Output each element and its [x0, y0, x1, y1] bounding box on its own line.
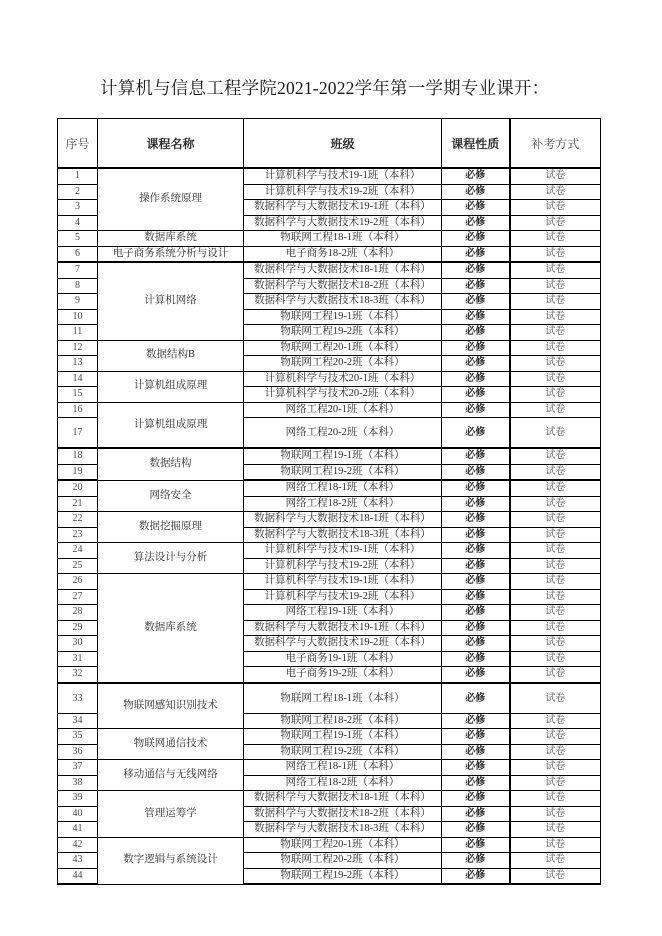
cell-course-type: 必修 [442, 744, 510, 760]
cell-makeup-method: 试卷 [510, 325, 601, 341]
cell-makeup-method: 试卷 [510, 868, 601, 884]
cell-sequence-number: 29 [58, 620, 98, 636]
cell-sequence-number: 16 [58, 402, 98, 418]
column-header-course: 课程名称 [98, 119, 244, 169]
cell-makeup-method: 试卷 [510, 822, 601, 838]
cell-makeup-method: 试卷 [510, 605, 601, 621]
cell-course-name: 数据库系统 [98, 231, 244, 247]
table-row [58, 246, 601, 262]
cell-course-name: 计算机组成原理 [98, 371, 244, 402]
cell-course-type: 必修 [442, 480, 510, 496]
cell-makeup-method: 试卷 [510, 837, 601, 853]
cell-makeup-method: 试卷 [510, 775, 601, 791]
cell-course-name: 数据结构 [98, 448, 244, 480]
table-header [58, 119, 601, 169]
table-body [58, 168, 601, 884]
cell-sequence-number: 19 [58, 464, 98, 480]
cell-class-name: 计算机科学与技术19-1班（本科） [244, 574, 442, 590]
cell-makeup-method: 试卷 [510, 806, 601, 822]
cell-makeup-method: 试卷 [510, 371, 601, 387]
cell-course-type: 必修 [442, 636, 510, 652]
cell-sequence-number: 32 [58, 667, 98, 683]
cell-class-name: 物联网工程19-1班（本科） [244, 309, 442, 325]
cell-sequence-number: 34 [58, 713, 98, 729]
cell-class-name: 物联网工程19-2班（本科） [244, 464, 442, 480]
cell-course-name: 算法设计与分析 [98, 543, 244, 574]
cell-course-name: 操作系统原理 [98, 168, 244, 231]
cell-class-name: 数据科学与大数据技术18-3班（本科） [244, 527, 442, 543]
cell-class-name: 网络工程19-1班（本科） [244, 605, 442, 621]
cell-sequence-number: 18 [58, 448, 98, 464]
course-exam-schedule-table [57, 118, 601, 885]
cell-makeup-method: 试卷 [510, 620, 601, 636]
cell-class-name: 物联网工程20-1班（本科） [244, 340, 442, 356]
cell-course-name: 物联网感知识别技术 [98, 683, 244, 729]
cell-course-type: 必修 [442, 325, 510, 341]
cell-sequence-number: 13 [58, 356, 98, 372]
cell-sequence-number: 6 [58, 246, 98, 262]
cell-course-type: 必修 [442, 574, 510, 590]
cell-makeup-method: 试卷 [510, 402, 601, 418]
cell-sequence-number: 14 [58, 371, 98, 387]
cell-makeup-method: 试卷 [510, 683, 601, 714]
cell-makeup-method: 试卷 [510, 168, 601, 184]
cell-makeup-method: 试卷 [510, 448, 601, 464]
cell-makeup-method: 试卷 [510, 543, 601, 559]
table-row [58, 231, 601, 247]
cell-makeup-method: 试卷 [510, 744, 601, 760]
cell-makeup-method: 试卷 [510, 200, 601, 216]
cell-course-type: 必修 [442, 168, 510, 184]
cell-makeup-method: 试卷 [510, 246, 601, 262]
cell-sequence-number: 15 [58, 387, 98, 403]
column-header-type: 课程性质 [442, 119, 510, 169]
cell-sequence-number: 35 [58, 729, 98, 745]
column-header-class: 班级 [244, 119, 442, 169]
cell-makeup-method: 试卷 [510, 262, 601, 278]
cell-course-name: 数据结构B [98, 340, 244, 371]
cell-makeup-method: 试卷 [510, 729, 601, 745]
cell-makeup-method: 试卷 [510, 496, 601, 512]
cell-sequence-number: 30 [58, 636, 98, 652]
cell-makeup-method: 试卷 [510, 853, 601, 869]
cell-makeup-method: 试卷 [510, 791, 601, 807]
cell-course-type: 必修 [442, 184, 510, 200]
cell-makeup-method: 试卷 [510, 527, 601, 543]
table-row [58, 512, 601, 528]
cell-course-type: 必修 [442, 806, 510, 822]
cell-class-name: 网络工程18-1班（本科） [244, 480, 442, 496]
cell-makeup-method: 试卷 [510, 760, 601, 776]
cell-course-type: 必修 [442, 512, 510, 528]
cell-course-name: 计算机网络 [98, 262, 244, 340]
cell-course-name: 计算机组成原理 [98, 402, 244, 448]
cell-course-type: 必修 [442, 620, 510, 636]
cell-class-name: 计算机科学与技术19-2班（本科） [244, 589, 442, 605]
table-row [58, 683, 601, 714]
cell-makeup-method: 试卷 [510, 636, 601, 652]
cell-class-name: 数据科学与大数据技术19-2班（本科） [244, 215, 442, 231]
cell-sequence-number: 4 [58, 215, 98, 231]
cell-class-name: 计算机科学与技术19-2班（本科） [244, 558, 442, 574]
cell-course-name: 移动通信与无线网络 [98, 760, 244, 791]
cell-class-name: 网络工程18-2班（本科） [244, 496, 442, 512]
cell-course-type: 必修 [442, 760, 510, 776]
table-row [58, 371, 601, 387]
cell-course-type: 必修 [442, 558, 510, 574]
cell-class-name: 物联网工程19-1班（本科） [244, 448, 442, 464]
cell-sequence-number: 37 [58, 760, 98, 776]
cell-makeup-method: 试卷 [510, 418, 601, 449]
cell-sequence-number: 28 [58, 605, 98, 621]
cell-course-type: 必修 [442, 200, 510, 216]
cell-makeup-method: 试卷 [510, 464, 601, 480]
cell-course-name: 网络安全 [98, 480, 244, 512]
cell-sequence-number: 27 [58, 589, 98, 605]
cell-course-type: 必修 [442, 683, 510, 714]
cell-sequence-number: 38 [58, 775, 98, 791]
cell-class-name: 物联网工程19-2班（本科） [244, 325, 442, 341]
cell-class-name: 数据科学与大数据技术18-2班（本科） [244, 278, 442, 294]
cell-class-name: 物联网工程19-2班（本科） [244, 744, 442, 760]
cell-makeup-method: 试卷 [510, 574, 601, 590]
cell-course-type: 必修 [442, 309, 510, 325]
cell-class-name: 物联网工程20-2班（本科） [244, 356, 442, 372]
cell-course-type: 必修 [442, 868, 510, 884]
cell-sequence-number: 17 [58, 418, 98, 449]
cell-course-type: 必修 [442, 589, 510, 605]
cell-course-type: 必修 [442, 543, 510, 559]
table-row [58, 168, 601, 184]
cell-sequence-number: 22 [58, 512, 98, 528]
cell-course-type: 必修 [442, 822, 510, 838]
cell-class-name: 电子商务19-2班（本科） [244, 667, 442, 683]
cell-class-name: 网络工程20-1班（本科） [244, 402, 442, 418]
cell-course-type: 必修 [442, 651, 510, 667]
cell-class-name: 数据科学与大数据技术18-3班（本科） [244, 294, 442, 310]
cell-makeup-method: 试卷 [510, 512, 601, 528]
cell-course-type: 必修 [442, 496, 510, 512]
cell-class-name: 网络工程18-2班（本科） [244, 775, 442, 791]
cell-makeup-method: 试卷 [510, 480, 601, 496]
cell-course-type: 必修 [442, 387, 510, 403]
cell-sequence-number: 43 [58, 853, 98, 869]
cell-course-type: 必修 [442, 791, 510, 807]
table-row [58, 543, 601, 559]
cell-class-name: 数据科学与大数据技术18-1班（本科） [244, 262, 442, 278]
cell-class-name: 物联网工程18-2班（本科） [244, 713, 442, 729]
cell-makeup-method: 试卷 [510, 356, 601, 372]
column-header-seq: 序号 [58, 119, 98, 169]
cell-course-type: 必修 [442, 464, 510, 480]
cell-course-type: 必修 [442, 278, 510, 294]
table-row [58, 262, 601, 278]
cell-course-type: 必修 [442, 402, 510, 418]
cell-sequence-number: 25 [58, 558, 98, 574]
cell-makeup-method: 试卷 [510, 231, 601, 247]
table-row [58, 448, 601, 464]
cell-sequence-number: 9 [58, 294, 98, 310]
cell-course-type: 必修 [442, 418, 510, 449]
cell-class-name: 数据科学与大数据技术18-1班（本科） [244, 512, 442, 528]
cell-sequence-number: 33 [58, 683, 98, 714]
cell-sequence-number: 40 [58, 806, 98, 822]
cell-course-name: 数字逻辑与系统设计 [98, 837, 244, 884]
cell-course-type: 必修 [442, 262, 510, 278]
cell-class-name: 物联网工程19-2班（本科） [244, 868, 442, 884]
cell-makeup-method: 试卷 [510, 309, 601, 325]
cell-class-name: 物联网工程20-1班（本科） [244, 837, 442, 853]
table-row [58, 837, 601, 853]
cell-course-type: 必修 [442, 371, 510, 387]
cell-course-name: 电子商务系统分析与设计 [98, 246, 244, 262]
cell-course-type: 必修 [442, 837, 510, 853]
table-row [58, 340, 601, 356]
table-header-row [58, 119, 601, 169]
cell-makeup-method: 试卷 [510, 558, 601, 574]
cell-course-type: 必修 [442, 215, 510, 231]
column-header-makeup: 补考方式 [510, 119, 601, 169]
cell-course-type: 必修 [442, 605, 510, 621]
cell-class-name: 数据科学与大数据技术18-2班（本科） [244, 806, 442, 822]
cell-course-type: 必修 [442, 340, 510, 356]
table-row [58, 402, 601, 418]
cell-sequence-number: 42 [58, 837, 98, 853]
cell-makeup-method: 试卷 [510, 340, 601, 356]
table-row [58, 729, 601, 745]
cell-sequence-number: 36 [58, 744, 98, 760]
cell-makeup-method: 试卷 [510, 589, 601, 605]
cell-sequence-number: 20 [58, 480, 98, 496]
cell-makeup-method: 试卷 [510, 215, 601, 231]
cell-sequence-number: 7 [58, 262, 98, 278]
cell-class-name: 计算机科学与技术19-1班（本科） [244, 168, 442, 184]
cell-course-name: 数据库系统 [98, 574, 244, 683]
cell-makeup-method: 试卷 [510, 184, 601, 200]
cell-course-type: 必修 [442, 527, 510, 543]
cell-sequence-number: 2 [58, 184, 98, 200]
cell-sequence-number: 11 [58, 325, 98, 341]
cell-class-name: 计算机科学与技术20-2班（本科） [244, 387, 442, 403]
cell-sequence-number: 26 [58, 574, 98, 590]
cell-course-name: 物联网通信技术 [98, 729, 244, 760]
cell-course-type: 必修 [442, 853, 510, 869]
cell-class-name: 电子商务18-2班（本科） [244, 246, 442, 262]
cell-makeup-method: 试卷 [510, 667, 601, 683]
cell-class-name: 数据科学与大数据技术19-2班（本科） [244, 636, 442, 652]
cell-course-type: 必修 [442, 775, 510, 791]
cell-course-name: 管理运筹学 [98, 791, 244, 838]
cell-sequence-number: 39 [58, 791, 98, 807]
cell-class-name: 电子商务19-1班（本科） [244, 651, 442, 667]
cell-sequence-number: 1 [58, 168, 98, 184]
cell-sequence-number: 12 [58, 340, 98, 356]
cell-class-name: 网络工程18-1班（本科） [244, 760, 442, 776]
cell-makeup-method: 试卷 [510, 651, 601, 667]
table-row [58, 760, 601, 776]
cell-class-name: 物联网工程19-1班（本科） [244, 729, 442, 745]
cell-class-name: 物联网工程18-1班（本科） [244, 231, 442, 247]
cell-sequence-number: 8 [58, 278, 98, 294]
cell-class-name: 数据科学与大数据技术19-1班（本科） [244, 200, 442, 216]
cell-course-type: 必修 [442, 667, 510, 683]
cell-course-type: 必修 [442, 448, 510, 464]
cell-makeup-method: 试卷 [510, 387, 601, 403]
cell-sequence-number: 23 [58, 527, 98, 543]
page-title: 计算机与信息工程学院2021-2022学年第一学期专业课开： [100, 78, 550, 98]
table-row [58, 791, 601, 807]
cell-makeup-method: 试卷 [510, 294, 601, 310]
cell-makeup-method: 试卷 [510, 713, 601, 729]
table-row [58, 574, 601, 590]
cell-sequence-number: 41 [58, 822, 98, 838]
cell-sequence-number: 3 [58, 200, 98, 216]
cell-class-name: 计算机科学与技术19-2班（本科） [244, 184, 442, 200]
cell-course-type: 必修 [442, 356, 510, 372]
cell-course-type: 必修 [442, 294, 510, 310]
cell-course-type: 必修 [442, 231, 510, 247]
cell-class-name: 计算机科学与技术20-1班（本科） [244, 371, 442, 387]
cell-sequence-number: 21 [58, 496, 98, 512]
cell-class-name: 计算机科学与技术19-1班（本科） [244, 543, 442, 559]
cell-class-name: 网络工程20-2班（本科） [244, 418, 442, 449]
cell-class-name: 数据科学与大数据技术18-1班（本科） [244, 791, 442, 807]
cell-sequence-number: 24 [58, 543, 98, 559]
cell-class-name: 物联网工程20-2班（本科） [244, 853, 442, 869]
cell-sequence-number: 10 [58, 309, 98, 325]
cell-course-type: 必修 [442, 729, 510, 745]
cell-class-name: 数据科学与大数据技术18-3班（本科） [244, 822, 442, 838]
cell-class-name: 物联网工程18-1班（本科） [244, 683, 442, 714]
cell-makeup-method: 试卷 [510, 278, 601, 294]
table-row [58, 480, 601, 496]
cell-sequence-number: 31 [58, 651, 98, 667]
cell-course-name: 数据挖掘原理 [98, 512, 244, 543]
cell-class-name: 数据科学与大数据技术19-1班（本科） [244, 620, 442, 636]
cell-course-type: 必修 [442, 713, 510, 729]
cell-course-type: 必修 [442, 246, 510, 262]
cell-sequence-number: 44 [58, 868, 98, 884]
cell-sequence-number: 5 [58, 231, 98, 247]
